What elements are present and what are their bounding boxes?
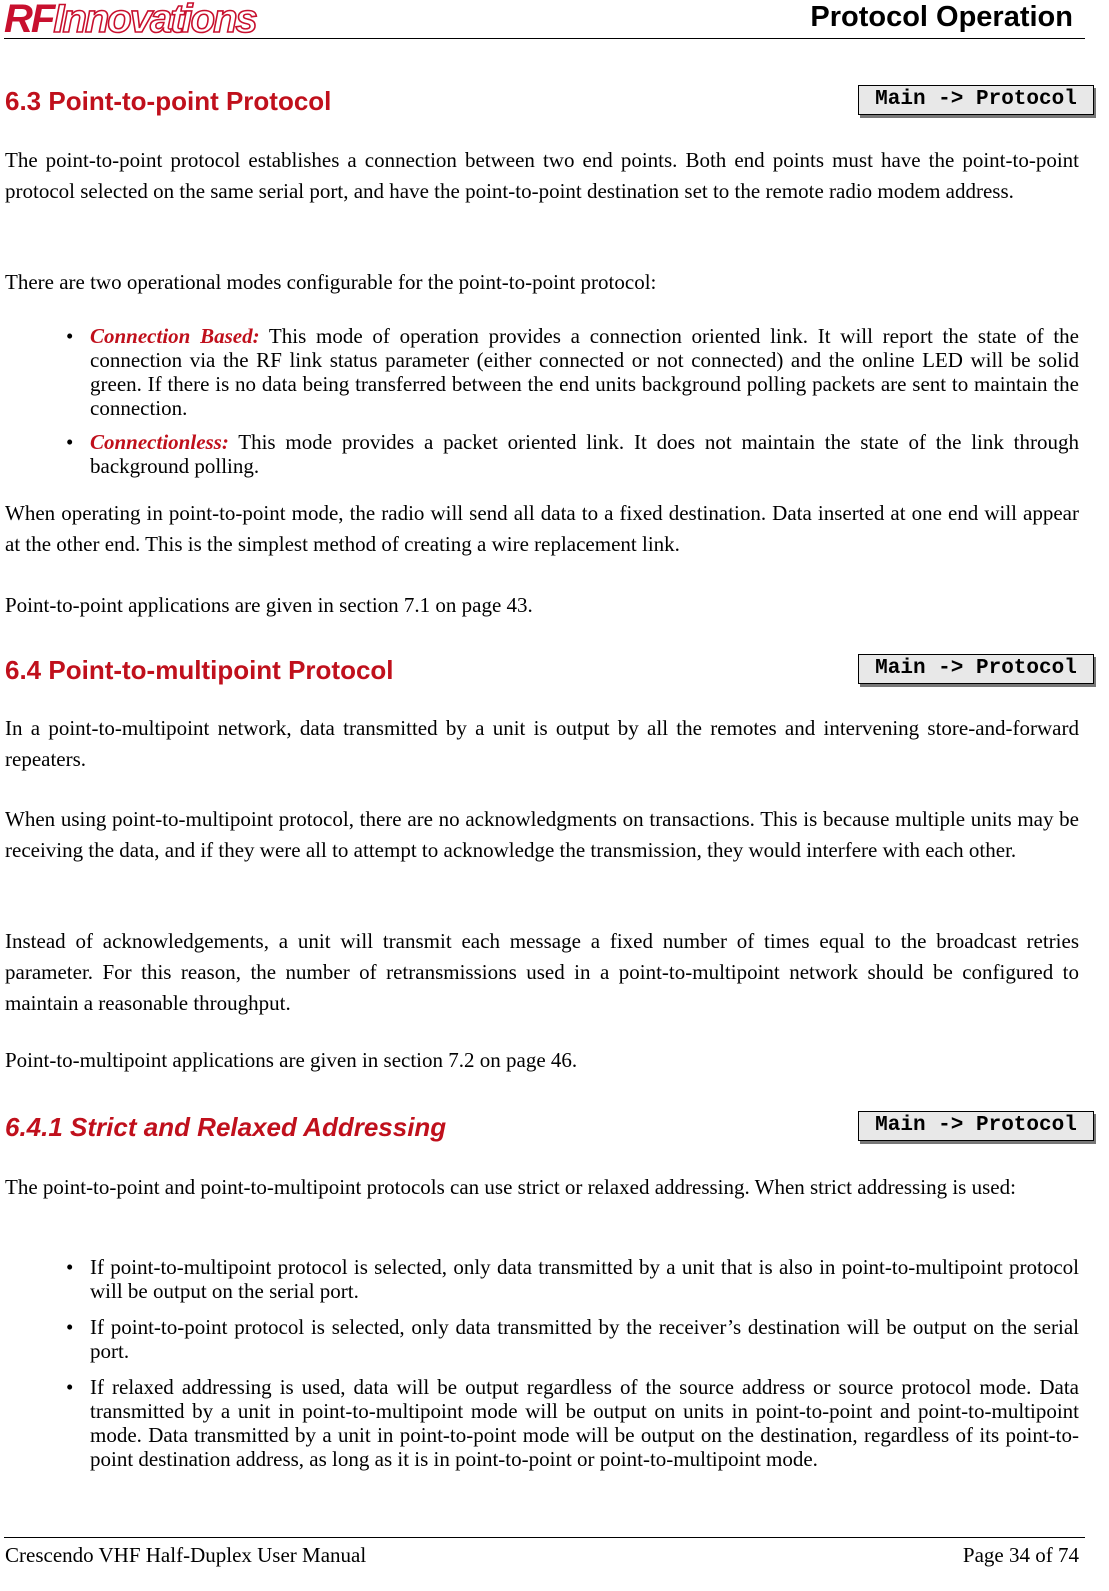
- bullet-list: [0, 1255, 1079, 1479]
- menu-path-box: Main -> Protocol: [858, 1111, 1094, 1141]
- menu-path-box: Main -> Protocol: [858, 85, 1094, 115]
- section-heading-6-4: 6.4 Point-to-multipoint Protocol: [5, 655, 394, 685]
- bullet-icon: •: [66, 1375, 74, 1399]
- bullet-icon: •: [66, 430, 74, 454]
- section-heading-6-3: 6.3 Point-to-point Protocol: [5, 86, 332, 116]
- paragraph: When using point-to-multipoint protocol, there are no acknowledgments on transactions. This is because multiple units may be receiving the data, and if they were all to attempt to acknowledge the transmission, they would interfere with each other.: [5, 807, 1079, 862]
- paragraph: The point-to-point and point-to-multipoint protocols can use strict or relaxed addressing. When strict addressing is used:: [5, 1175, 1016, 1199]
- list-item: • If relaxed addressing is used, data will be output regardless of the source address or source protocol mode. Data transmitted by a unit in point-to-multipoint mode will be output on units in point-to-point and point-to-multipoint mode. Data transmitted by a unit in point-to-point mode will be output on the destination, regardless of its point-to-point destination address, as long as it is in point-to-point or point-to-multipoint mode.: [66, 1375, 1079, 1471]
- header-divider: [4, 38, 1085, 39]
- menu-path-box: Main -> Protocol: [858, 654, 1094, 684]
- page-header: [0, 0, 1109, 40]
- paragraph: When operating in point-to-point mode, the radio will send all data to a fixed destination. Data inserted at one end will appear at the other end. This is the simplest method of creating a wire replacement link.: [5, 501, 1079, 556]
- paragraph: Point-to-point applications are given in section 7.1 on page 43.: [5, 593, 533, 617]
- paragraph: In a point-to-multipoint network, data transmitted by a unit is output by all the remotes and intervening store-and-forward repeaters.: [5, 716, 1079, 771]
- header-title: Protocol Operation: [810, 1, 1073, 33]
- list-item: • Connectionless: This mode provides a packet oriented link. It does not maintain the state of the link through background polling.: [66, 430, 1079, 478]
- paragraph: The point-to-point protocol establishes a connection between two end points. Both end points must have the point-to-point protocol selected on the same serial port, and have the point-to-point destination set to the remote radio modem address.: [5, 148, 1079, 203]
- bullet-icon: •: [66, 1315, 74, 1339]
- list-item: • If point-to-point protocol is selected, only data transmitted by the receiver’s destination will be output on the serial port.: [66, 1315, 1079, 1363]
- footer-divider: [4, 1537, 1085, 1538]
- footer-page-number: Page 34 of 74: [962, 1543, 1079, 1567]
- section-heading-6-4-1: 6.4.1 Strict and Relaxed Addressing: [5, 1112, 447, 1142]
- footer-document-title: Crescendo VHF Half-Duplex User Manual: [5, 1543, 367, 1567]
- paragraph: There are two operational modes configurable for the point-to-point protocol:: [5, 270, 657, 294]
- company-logo: RFInnovations: [4, 0, 256, 41]
- paragraph: Point-to-multipoint applications are given in section 7.2 on page 46.: [5, 1048, 578, 1072]
- bullet-list: [0, 324, 1079, 486]
- bullet-icon: •: [66, 1255, 74, 1279]
- list-item: • If point-to-multipoint protocol is selected, only data transmitted by a unit that is also in point-to-multipoint protocol will be output on the serial port.: [66, 1255, 1079, 1303]
- list-item: • Connection Based: This mode of operation provides a connection oriented link. It will report the state of the connection via the RF link status parameter (either connected or not connected) and the online LED will be solid green. If there is no data being transferred between the end units background polling packets are sent to maintain the connection.: [66, 324, 1079, 420]
- paragraph: Instead of acknowledgements, a unit will transmit each message a fixed number of times equal to the broadcast retries parameter. For this reason, the number of retransmissions used in a point-to-multipoint network should be configured to maintain a reasonable throughput.: [5, 929, 1079, 1015]
- bullet-icon: •: [66, 324, 74, 348]
